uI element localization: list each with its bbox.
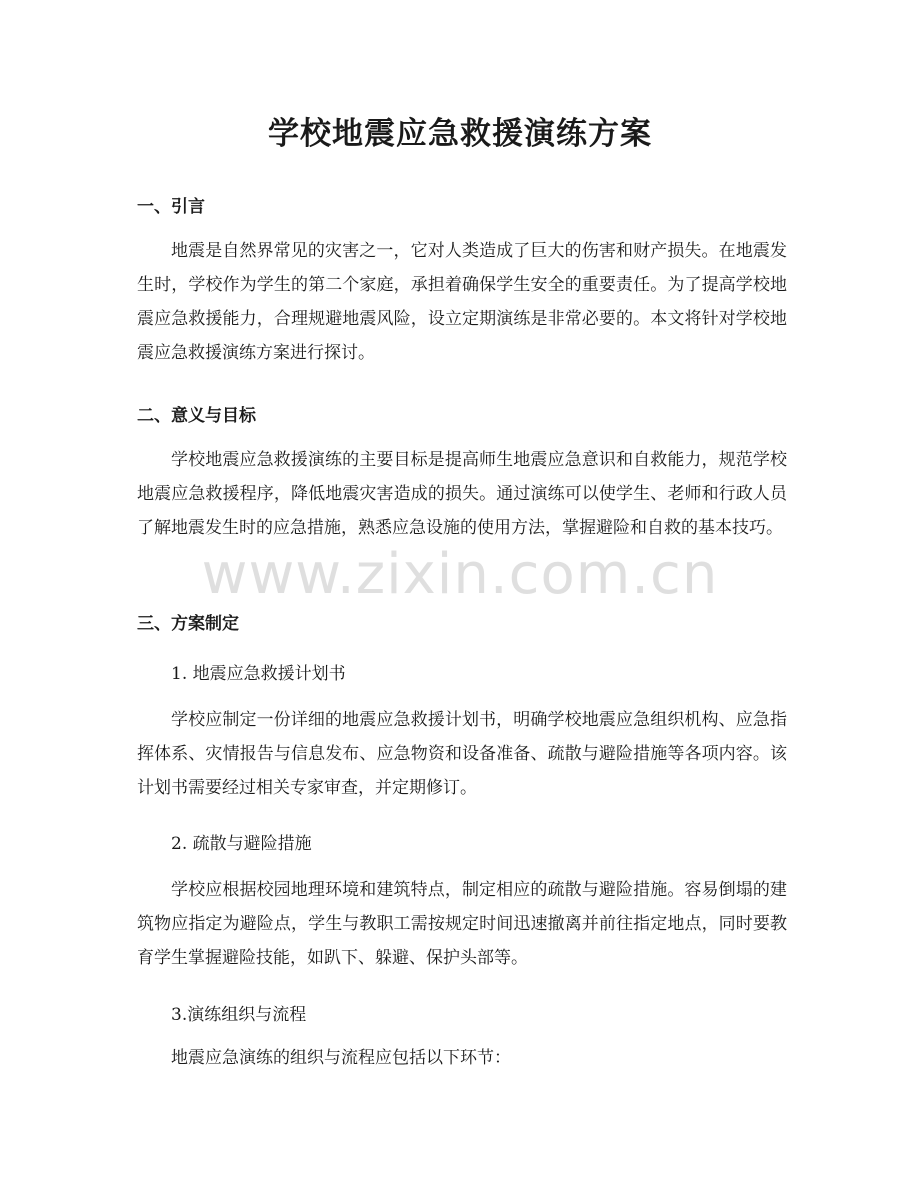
section-heading-introduction: 一、引言	[137, 197, 205, 217]
watermark: www.zixin.com.cn	[201, 542, 719, 607]
section-paragraph-introduction: 地震是自然界常见的灾害之一，它对人类造成了巨大的伤害和财产损失。在地震发生时，学校作为学生的第二个家庭，承担着确保学生安全的重要责任。为了提高学校地震应急救援能力，合理规避地震风险，设立定期演练是非常必要的。本文将针对学校地震应急救援演练方案进行探讨。	[137, 241, 787, 363]
page-title: 学校地震应急救援演练方案	[268, 116, 652, 152]
subheading-drill-process: 3.演练组织与流程	[171, 1005, 307, 1025]
section-heading-significance: 二、意义与目标	[137, 406, 256, 426]
subheading-plan-document: 1. 地震应急救援计划书	[171, 664, 346, 684]
paragraph-evacuation: 学校应根据校园地理环境和建筑特点，制定相应的疏散与避险措施。容易倒塌的建筑物应指定为避险点，学生与教职工需按规定时间迅速撤离并前往指定地点，同时要教育学生掌握避险技能，如趴下、躲避、保护头部等。	[137, 880, 787, 968]
subheading-evacuation: 2. 疏散与避险措施	[171, 834, 312, 854]
section-heading-plan: 三、方案制定	[137, 614, 239, 634]
section-paragraph-significance: 学校地震应急救援演练的主要目标是提高师生地震应急意识和自救能力，规范学校地震应急救援程序，降低地震灾害造成的损失。通过演练可以使学生、老师和行政人员了解地震发生时的应急措施，熟悉应急设施的使用方法，掌握避险和自救的基本技巧。	[137, 450, 787, 538]
paragraph-drill-process: 地震应急演练的组织与流程应包括以下环节：	[171, 1048, 511, 1068]
paragraph-plan-document: 学校应制定一份详细的地震应急救援计划书，明确学校地震应急组织机构、应急指挥体系、灾情报告与信息发布、应急物资和设备准备、疏散与避险措施等各项内容。该计划书需要经过相关专家审查，并定期修订。	[137, 710, 787, 798]
